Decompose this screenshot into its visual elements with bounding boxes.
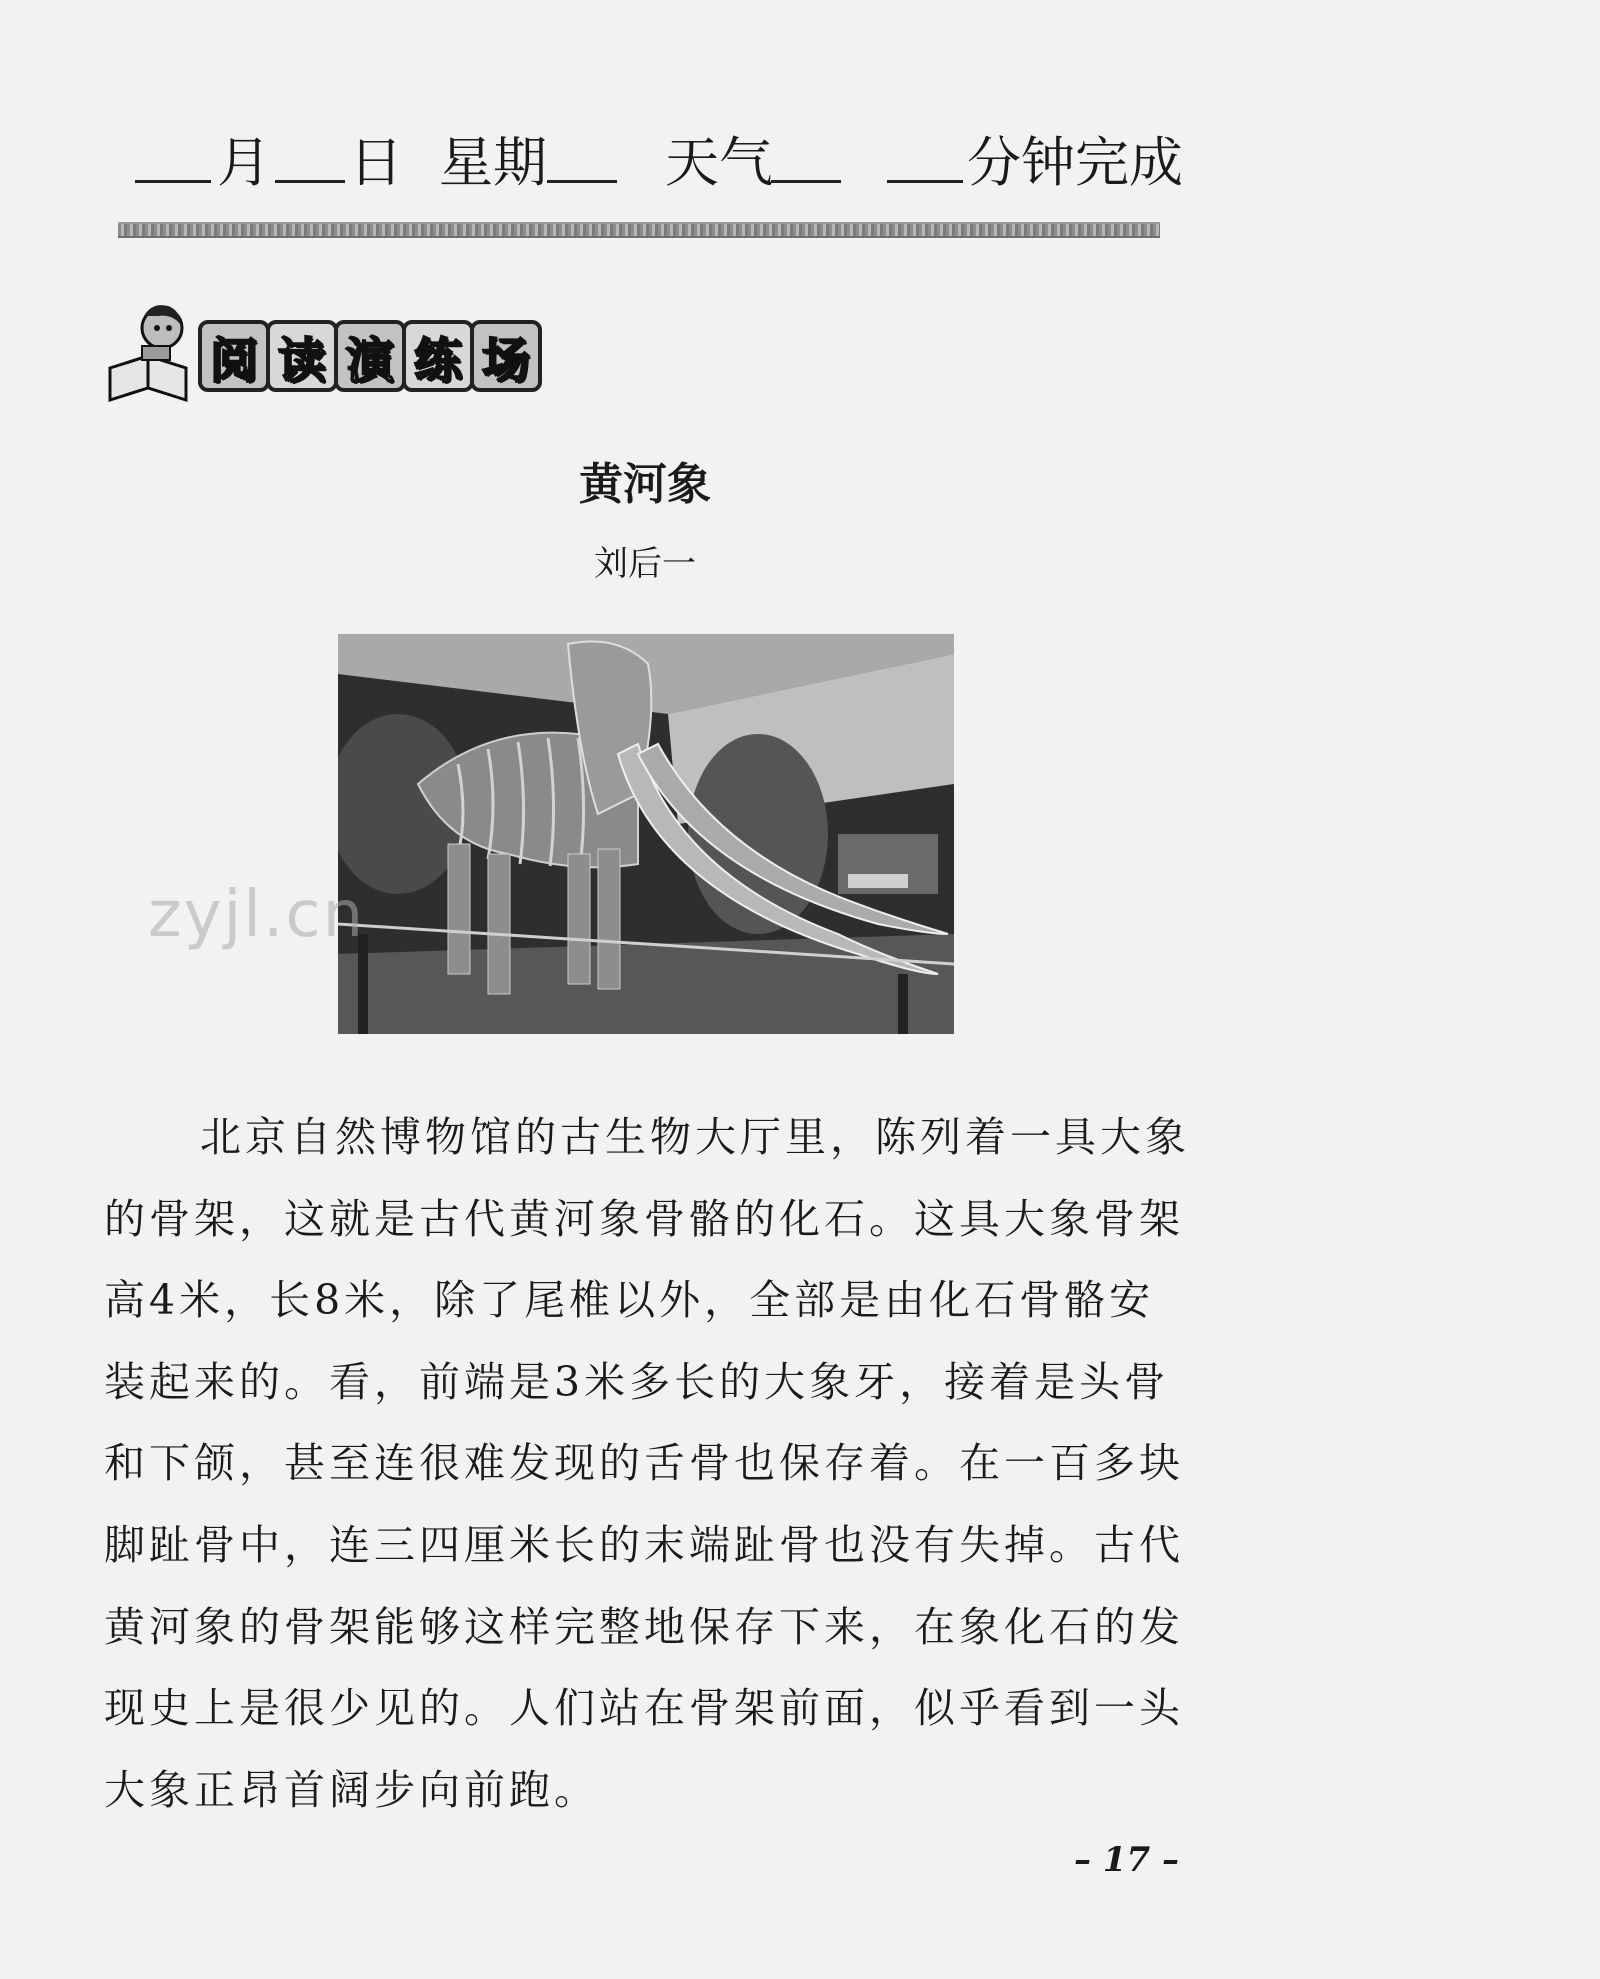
badge-char-1: 阅 — [198, 320, 270, 392]
header-divider — [118, 222, 1160, 238]
article-title: 黄河象 — [579, 459, 711, 510]
watermark: zyjl.cn — [148, 878, 366, 952]
weekday-blank[interactable] — [547, 120, 617, 183]
weather-label: 天气 — [665, 131, 773, 194]
mammoth-skeleton-photo — [338, 634, 954, 1034]
badge-char-3: 演 — [334, 320, 406, 392]
article-author: 刘后一 — [594, 544, 696, 584]
reading-kid-icon — [102, 298, 202, 408]
minutes-label: 分钟完成 — [967, 131, 1183, 194]
article-body — [104, 1097, 1196, 1831]
day-label: 日 — [349, 131, 403, 194]
date-header — [135, 120, 1183, 200]
month-label: 月 — [217, 131, 271, 194]
badge-char-5: 场 — [470, 320, 542, 392]
day-blank[interactable] — [275, 120, 345, 183]
month-blank[interactable] — [135, 120, 211, 183]
section-badge — [102, 298, 562, 408]
page-number: – 17 – — [1074, 1840, 1179, 1880]
weather-blank[interactable] — [771, 120, 841, 183]
badge-char-4: 练 — [402, 320, 474, 392]
badge-char-2: 读 — [266, 320, 338, 392]
minutes-blank[interactable] — [887, 120, 963, 183]
article-paragraph: 北京自然博物馆的古生物大厅里，陈列着一具大象的骨架，这就是古代黄河象骨骼的化石。这具大象骨架高4米，长8米，除了尾椎以外，全部是由化石骨骼安装起来的。看，前端是3米多长的大象牙，接着是头骨和下颌，甚至连很难发现的舌骨也保存着。在一百多块脚趾骨中，连三四厘米长的末端趾骨也没有失掉。古代黄河象的骨架能够这样完整地保存下来，在象化石的发现史上是很少见的。人们站在骨架前面，似乎看到一头大象正昂首阔步向前跑。 — [104, 1113, 1190, 1814]
weekday-label: 星期 — [439, 131, 547, 194]
